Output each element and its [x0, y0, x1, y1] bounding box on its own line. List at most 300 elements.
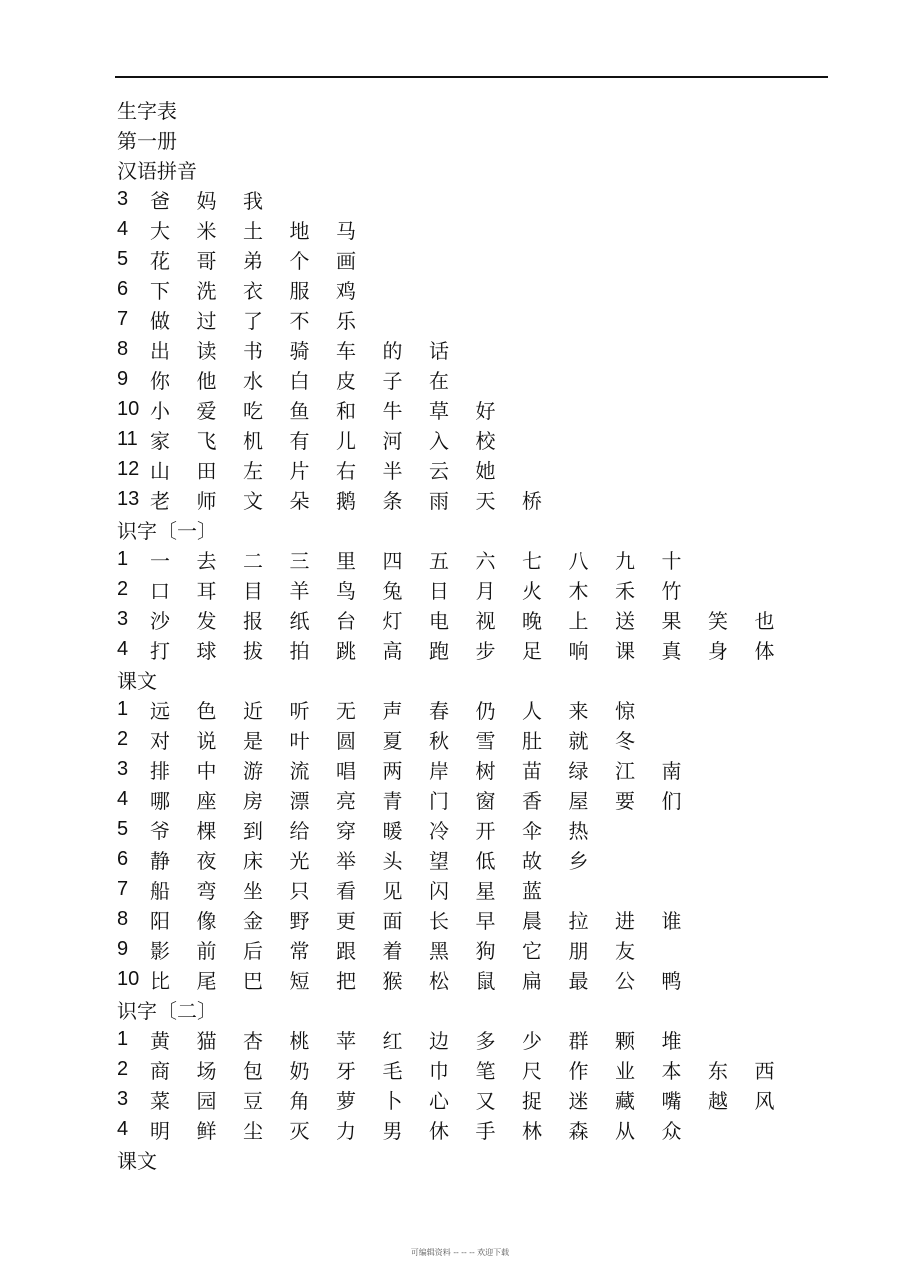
lesson-number: 5: [117, 817, 129, 840]
character: 做: [150, 308, 170, 333]
character: 哥: [196, 248, 217, 273]
character: 尺: [522, 1058, 542, 1083]
character: 看: [336, 878, 356, 903]
character: 晨: [522, 908, 542, 933]
character: 桃: [289, 1028, 310, 1053]
character: 圆: [336, 728, 356, 753]
character: 服: [289, 278, 310, 303]
character: 步: [475, 638, 496, 663]
character: 一: [150, 548, 170, 573]
character: 边: [429, 1028, 449, 1053]
character: 公: [615, 968, 635, 993]
character: 车: [336, 338, 356, 363]
character: 扁: [522, 968, 542, 993]
character: 着: [382, 938, 403, 963]
heading-text: 汉语拼音: [117, 158, 197, 183]
character: 弯: [196, 878, 217, 903]
character: 响: [568, 638, 589, 663]
top-rule: [115, 76, 828, 78]
character: 的: [382, 338, 403, 363]
character: 心: [429, 1088, 449, 1113]
lesson-number: 12: [117, 457, 140, 480]
character: 弟: [243, 248, 263, 273]
character: 角: [289, 1088, 310, 1113]
lesson-row: [117, 334, 801, 364]
character: 杏: [243, 1028, 263, 1053]
character: 地: [289, 218, 310, 243]
character: 下: [150, 278, 170, 303]
character: 飞: [196, 428, 217, 453]
character: 冬: [615, 728, 635, 753]
lesson-row: [117, 1054, 801, 1084]
character: 见: [382, 878, 403, 903]
lesson-row: [117, 184, 801, 214]
lesson-number: 2: [117, 727, 129, 750]
character: 只: [289, 878, 310, 903]
character: 在: [429, 368, 449, 393]
lesson-number: 3: [117, 757, 129, 780]
character: 金: [243, 908, 263, 933]
character: 好: [475, 398, 496, 423]
character: 后: [243, 938, 263, 963]
character: 冷: [429, 818, 449, 843]
character: 十: [661, 548, 682, 573]
lesson-number: 7: [117, 307, 129, 330]
lesson-number: 10: [117, 967, 140, 990]
character: 竹: [661, 578, 682, 603]
character: 灯: [382, 608, 403, 633]
character: 八: [568, 548, 589, 573]
character: 台: [336, 608, 356, 633]
character: 五: [429, 548, 449, 573]
character: 举: [336, 848, 356, 873]
lesson-number: 13: [117, 487, 140, 510]
character: 面: [382, 908, 403, 933]
lesson-number: 1: [117, 1027, 129, 1050]
character: 休: [429, 1118, 449, 1143]
character: 机: [243, 428, 263, 453]
character: 森: [568, 1118, 589, 1143]
lesson-number: 6: [117, 277, 129, 300]
character: 朋: [568, 938, 589, 963]
character: 来: [568, 698, 589, 723]
character: 体: [754, 638, 775, 663]
character: 迷: [568, 1088, 589, 1113]
character: 众: [661, 1118, 682, 1143]
character: 本: [661, 1058, 682, 1083]
lesson-row: [117, 874, 801, 904]
section-heading: [117, 1144, 801, 1174]
character: 拉: [568, 908, 589, 933]
character: 对: [150, 728, 170, 753]
character: 力: [336, 1118, 356, 1143]
lesson-number: 9: [117, 937, 129, 960]
character: 青: [382, 788, 403, 813]
character: 比: [150, 968, 170, 993]
lesson-number: 4: [117, 217, 129, 240]
character: 们: [661, 788, 682, 813]
lesson-number: 1: [117, 547, 129, 570]
heading-text: 识字〔一〕: [117, 518, 217, 543]
character: 排: [150, 758, 170, 783]
character: 笔: [475, 1058, 496, 1083]
character: 屋: [568, 788, 589, 813]
lesson-row: [117, 724, 801, 754]
character: 六: [475, 548, 496, 573]
lesson-number: 11: [117, 427, 138, 450]
character: 两: [382, 758, 403, 783]
character: 野: [289, 908, 310, 933]
lesson-row: [117, 574, 801, 604]
character: 低: [475, 848, 496, 873]
character: 惊: [615, 698, 635, 723]
lesson-row: [117, 964, 801, 994]
character: 出: [150, 338, 170, 363]
character: 耳: [196, 578, 217, 603]
character: 巴: [243, 968, 263, 993]
character: 树: [475, 758, 496, 783]
lesson-row: [117, 1024, 801, 1054]
lesson-number: 2: [117, 1057, 129, 1080]
character: 读: [196, 338, 217, 363]
character: 果: [661, 608, 682, 633]
character: 白: [289, 368, 310, 393]
character: 跑: [429, 638, 449, 663]
character: 木: [568, 578, 589, 603]
lesson-number: 10: [117, 397, 140, 420]
character: 朵: [289, 488, 310, 513]
page-footer: 可编辑资料 -- -- -- 欢迎下载: [410, 1248, 510, 1257]
character: 视: [475, 608, 496, 633]
character: 蓝: [522, 878, 542, 903]
character: 画: [336, 248, 356, 273]
character: 灭: [289, 1118, 310, 1143]
lesson-row: [117, 364, 801, 394]
lesson-row: [117, 394, 801, 424]
character: 田: [196, 458, 217, 483]
character: 个: [289, 248, 310, 273]
lesson-row: [117, 274, 801, 304]
character: 水: [243, 368, 263, 393]
character: 大: [150, 218, 170, 243]
lesson-number: 3: [117, 607, 129, 630]
character: 桥: [522, 488, 542, 513]
character: 乡: [568, 848, 589, 873]
lesson-number: 8: [117, 337, 129, 360]
lesson-row: [117, 904, 801, 934]
character: 小: [150, 398, 170, 423]
section-heading: [117, 664, 801, 694]
character: 阳: [150, 908, 170, 933]
character: 上: [568, 608, 589, 633]
character: 校: [475, 428, 496, 453]
character: 文: [243, 488, 263, 513]
character: 入: [429, 428, 449, 453]
character: 雨: [429, 488, 449, 513]
lesson-number: 9: [117, 367, 129, 390]
character: 苹: [336, 1028, 356, 1053]
character: 猫: [196, 1028, 217, 1053]
section-heading: [117, 994, 801, 1024]
lesson-row: [117, 754, 801, 784]
character: 越: [708, 1088, 728, 1113]
character: 说: [196, 728, 217, 753]
character: 也: [754, 608, 775, 633]
character: 口: [150, 578, 170, 603]
character: 晚: [522, 608, 542, 633]
character: 课: [615, 638, 635, 663]
character: 云: [429, 458, 449, 483]
character: 少: [522, 1028, 542, 1053]
character: 爷: [150, 818, 170, 843]
character: 禾: [615, 578, 635, 603]
character: 游: [243, 758, 263, 783]
character: 秋: [429, 728, 449, 753]
character: 最: [568, 968, 589, 993]
character: 半: [382, 458, 403, 483]
character: 狗: [475, 938, 496, 963]
lesson-row: [117, 844, 801, 874]
character: 伞: [522, 818, 542, 843]
lesson-number: 6: [117, 847, 129, 870]
character: 猴: [382, 968, 403, 993]
character: 师: [196, 488, 217, 513]
character: 香: [522, 788, 542, 813]
lesson-row: [117, 784, 801, 814]
character: 就: [568, 728, 589, 753]
character: 西: [754, 1058, 775, 1083]
character: 商: [150, 1058, 170, 1083]
character: 九: [615, 548, 635, 573]
character: 绿: [568, 758, 589, 783]
character: 明: [150, 1118, 170, 1143]
character: 鸡: [336, 278, 356, 303]
character: 静: [150, 848, 170, 873]
character: 开: [475, 818, 496, 843]
character: 尘: [243, 1118, 263, 1143]
character: 风: [754, 1088, 775, 1113]
character: 和: [336, 398, 356, 423]
character: 东: [708, 1058, 728, 1083]
character: 妈: [196, 188, 217, 213]
section-heading: [117, 514, 801, 544]
character: 花: [150, 248, 170, 273]
character: 骑: [289, 338, 310, 363]
character: 更: [336, 908, 356, 933]
character: 萝: [336, 1088, 356, 1113]
character: 松: [429, 968, 449, 993]
lesson-row: [117, 214, 801, 244]
character: 亮: [336, 788, 356, 813]
lesson-row: [117, 304, 801, 334]
character: 坐: [243, 878, 263, 903]
character: 望: [429, 848, 449, 873]
character: 中: [196, 758, 217, 783]
character: 河: [382, 428, 403, 453]
character: 卜: [382, 1088, 403, 1113]
character: 你: [150, 368, 170, 393]
character: 了: [243, 308, 263, 333]
character: 山: [150, 458, 170, 483]
character: 话: [429, 338, 449, 363]
character: 叶: [289, 728, 310, 753]
character: 早: [475, 908, 496, 933]
character: 暖: [382, 818, 403, 843]
heading-text: 识字〔二〕: [117, 998, 217, 1023]
character: 四: [382, 548, 403, 573]
character: 色: [196, 698, 217, 723]
character: 床: [243, 848, 263, 873]
character: 从: [615, 1118, 635, 1143]
character: 爸: [150, 188, 170, 213]
character: 堆: [661, 1028, 682, 1053]
character: 作: [568, 1058, 589, 1083]
character: 南: [661, 758, 682, 783]
character: 菜: [150, 1088, 170, 1113]
character: 牙: [336, 1058, 356, 1083]
character: 草: [429, 398, 449, 423]
character: 窗: [475, 788, 496, 813]
section-heading: [117, 154, 801, 184]
character: 嘴: [661, 1088, 682, 1113]
character: 人: [522, 698, 542, 723]
lesson-row: [117, 544, 801, 574]
lesson-row: [117, 1084, 801, 1114]
character-table: [117, 94, 801, 1174]
character: 拍: [289, 638, 310, 663]
character: 拔: [243, 638, 263, 663]
character: 送: [615, 608, 635, 633]
character: 左: [243, 458, 263, 483]
character: 去: [196, 548, 217, 573]
character: 笑: [708, 608, 728, 633]
character: 家: [150, 428, 170, 453]
section-heading: [117, 94, 801, 124]
character: 仍: [475, 698, 496, 723]
character: 谁: [661, 908, 682, 933]
character: 给: [289, 818, 310, 843]
character: 鹅: [336, 488, 356, 513]
character: 身: [708, 638, 728, 663]
character: 右: [336, 458, 356, 483]
character: 头: [382, 848, 403, 873]
character: 春: [429, 698, 449, 723]
character: 故: [522, 848, 542, 873]
character: 真: [661, 638, 682, 663]
character: 鼠: [475, 968, 496, 993]
character: 尾: [196, 968, 217, 993]
heading-text: 第一册: [117, 128, 177, 153]
character: 电: [429, 608, 449, 633]
character: 夏: [382, 728, 403, 753]
character: 捉: [522, 1088, 542, 1113]
character: 皮: [336, 368, 356, 393]
character: 岸: [429, 758, 449, 783]
lesson-number: 4: [117, 637, 129, 660]
character: 黑: [429, 938, 449, 963]
character: 听: [289, 698, 310, 723]
character: 乐: [336, 308, 356, 333]
character: 藏: [615, 1088, 635, 1113]
character: 日: [429, 578, 449, 603]
character: 羊: [289, 578, 310, 603]
lesson-row: [117, 454, 801, 484]
character: 沙: [150, 608, 170, 633]
lesson-row: [117, 934, 801, 964]
character: 兔: [382, 578, 403, 603]
heading-text: 课文: [117, 1148, 157, 1173]
character: 声: [382, 698, 403, 723]
character: 光: [289, 848, 310, 873]
character: 雪: [475, 728, 496, 753]
character: 儿: [336, 428, 356, 453]
character: 书: [243, 338, 263, 363]
character: 米: [196, 218, 217, 243]
heading-text: 课文: [117, 668, 157, 693]
lesson-number: 8: [117, 907, 129, 930]
lesson-row: [117, 1114, 801, 1144]
character: 红: [382, 1028, 403, 1053]
character: 长: [429, 908, 449, 933]
character: 船: [150, 878, 170, 903]
character: 过: [196, 308, 217, 333]
lesson-row: [117, 814, 801, 844]
lesson-number: 4: [117, 787, 129, 810]
character: 发: [196, 608, 217, 633]
character: 房: [243, 788, 263, 813]
character: 进: [615, 908, 635, 933]
character: 毛: [382, 1058, 403, 1083]
lesson-row: [117, 604, 801, 634]
character: 鸟: [336, 578, 356, 603]
character: 像: [196, 908, 217, 933]
character: 唱: [336, 758, 356, 783]
character: 场: [196, 1058, 217, 1083]
character: 夜: [196, 848, 217, 873]
character: 到: [243, 818, 263, 843]
character: 老: [150, 488, 170, 513]
character: 棵: [196, 818, 217, 843]
lesson-number: 3: [117, 1087, 129, 1110]
character: 林: [522, 1118, 542, 1143]
character: 园: [196, 1088, 217, 1113]
lesson-row: [117, 634, 801, 664]
character: 常: [289, 938, 310, 963]
character: 星: [475, 878, 496, 903]
character: 友: [615, 938, 635, 963]
character: 鱼: [289, 398, 310, 423]
character: 目: [243, 578, 263, 603]
character: 奶: [289, 1058, 310, 1083]
character: 江: [615, 758, 635, 783]
character: 月: [475, 578, 496, 603]
character: 巾: [429, 1058, 449, 1083]
character: 把: [336, 968, 356, 993]
lesson-row: [117, 424, 801, 454]
character: 哪: [150, 788, 170, 813]
character: 牛: [382, 398, 403, 423]
section-heading: [117, 124, 801, 154]
character: 她: [475, 458, 496, 483]
character: 土: [243, 218, 263, 243]
character: 衣: [243, 278, 263, 303]
heading-text: 生字表: [117, 98, 177, 123]
lesson-row: [117, 484, 801, 514]
character: 要: [615, 788, 635, 813]
character: 三: [289, 548, 310, 573]
character: 有: [289, 428, 310, 453]
character: 天: [475, 488, 496, 513]
